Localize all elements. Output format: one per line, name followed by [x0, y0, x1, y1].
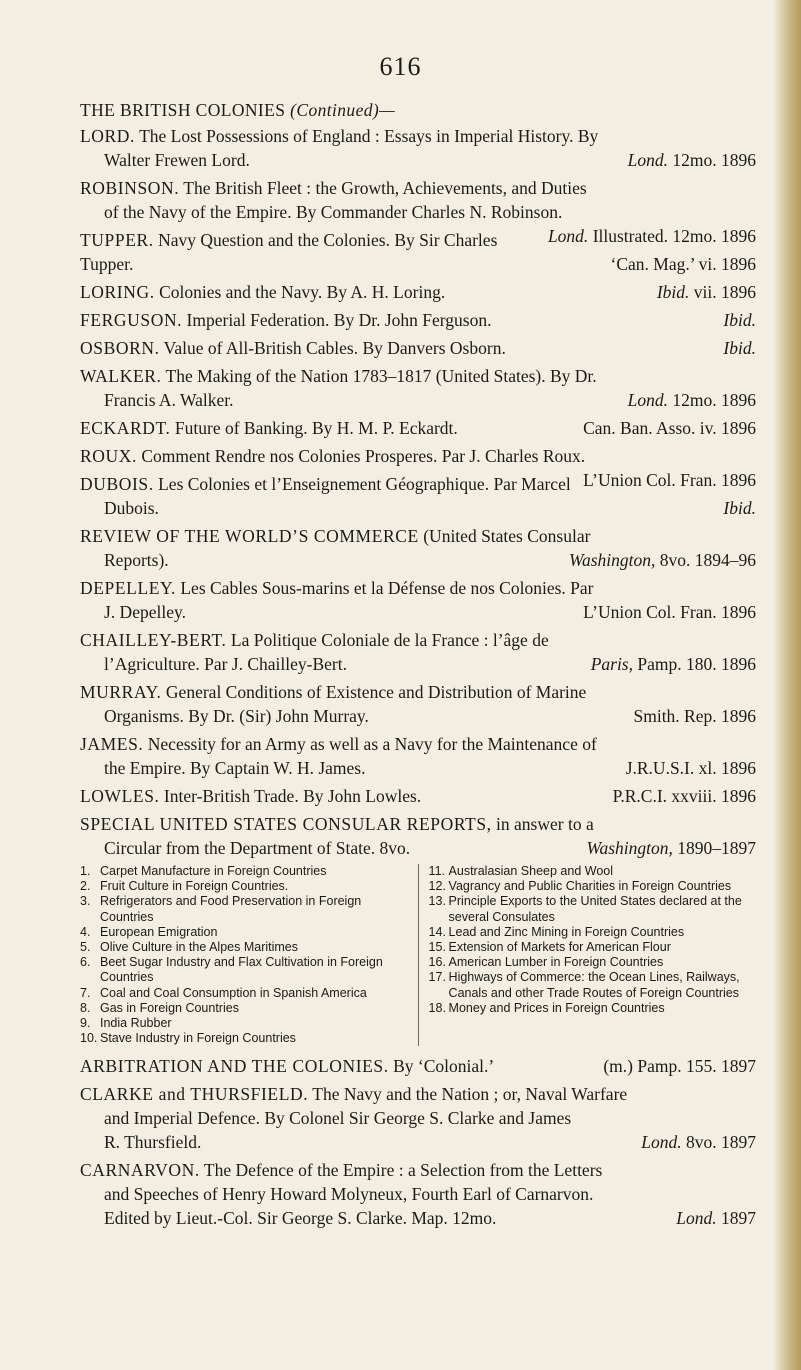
entry-line — [80, 548, 756, 572]
entry-place: Paris, — [590, 654, 633, 674]
entry-line — [80, 364, 756, 388]
entry-place: Lond. — [627, 150, 668, 170]
entry-author: CARNARVON. — [80, 1160, 200, 1181]
entry-year: 1896 — [721, 390, 756, 410]
entry-text: R. Thursfield. — [104, 1132, 202, 1153]
entry-line — [80, 1158, 756, 1182]
entry-author: REVIEW OF THE WORLD’S COMMERCE — [80, 526, 419, 546]
subject-item — [429, 970, 756, 1000]
subject-item — [429, 864, 756, 879]
entry-author: TUPPER. — [80, 230, 154, 250]
entry-line — [80, 704, 756, 728]
entry-text: J. Depelley. — [104, 602, 186, 622]
entry-imprint — [723, 496, 756, 520]
subject-title: Olive Culture in the Alpes Maritimes — [100, 940, 298, 955]
subject-item — [80, 879, 404, 894]
subject-number: 17. — [428, 970, 446, 985]
entry-author: CHAILLEY-BERT. — [80, 630, 227, 650]
consular-reports-subject-list — [80, 864, 756, 1046]
subject-item — [429, 879, 756, 894]
entry-imprint — [569, 548, 756, 572]
entry-line — [80, 496, 756, 520]
entry-author: LOWLES. — [80, 786, 160, 806]
entry-line — [80, 1082, 756, 1106]
subject-number: 3. — [80, 894, 91, 909]
entry-format: 12mo. — [672, 150, 717, 170]
entry-year: 1890–1897 — [677, 838, 756, 858]
page-number: 616 — [379, 52, 422, 81]
bibliography-entry — [80, 124, 756, 172]
entry-year: 1897 — [721, 1056, 756, 1077]
entry-place: Lond. — [547, 226, 589, 246]
entry-place: Lond. — [641, 1132, 682, 1153]
entry-place: Lond. — [627, 390, 668, 410]
subject-number: 14. — [428, 924, 446, 939]
entry-imprint — [628, 388, 756, 412]
subject-title: Vagrancy and Public Charities in Foreign Countries — [448, 879, 732, 894]
subject-title: Beet Sugar Industry and Flax Cultivation in Foreign Countries — [100, 955, 383, 985]
entry-year: 1896 — [721, 254, 756, 274]
entry-author: DUBOIS. — [80, 474, 154, 494]
entry-place: Ibid. — [723, 338, 756, 358]
entry-year: 1897 — [721, 1208, 756, 1229]
bibliography-entry — [80, 416, 756, 440]
entry-imprint — [613, 784, 756, 808]
subject-item — [429, 940, 756, 955]
entry-format: L’Union Col. Fran. — [583, 470, 717, 490]
subject-item — [80, 894, 404, 924]
subject-title: Carpet Manufacture in Foreign Countries — [100, 864, 327, 878]
subject-title: Fruit Culture in Foreign Countries. — [100, 879, 289, 894]
bibliography-entry — [80, 812, 756, 860]
entry-format: Pamp. 180. — [637, 654, 717, 674]
subject-title: Australasian Sheep and Wool — [448, 864, 614, 878]
entry-place: Lond. — [676, 1208, 717, 1229]
entry-imprint — [626, 756, 756, 780]
entry-line — [80, 1054, 756, 1078]
running-head-continued: (Continued)— — [290, 100, 396, 120]
entry-year: 1896 — [721, 470, 756, 490]
bibliography-entry — [80, 336, 756, 360]
entry-author: SPECIAL UNITED STATES CONSULAR REPORTS, — [80, 814, 492, 834]
subject-number: 13. — [428, 894, 446, 909]
subject-title: American Lumber in Foreign Countries — [448, 955, 664, 970]
entry-format: L’Union Col. Fran. — [583, 602, 717, 622]
entry-author: CLARKE and THURSFIELD. — [80, 1084, 309, 1105]
subject-item — [80, 864, 404, 879]
subject-title: Highways of Commerce: the Ocean Lines, Railways, Canals and other Trade Routes of Foreign Countries — [448, 970, 740, 1000]
entry-format: Can. Ban. Asso. iv. — [583, 418, 717, 438]
entry-author: MURRAY. — [80, 682, 162, 702]
entry-line — [80, 524, 756, 548]
entry-year: 1896 — [721, 226, 756, 246]
entry-line — [80, 600, 756, 624]
entry-imprint — [611, 252, 757, 276]
bibliography-entries-bottom — [80, 1054, 756, 1230]
subject-number: 12. — [428, 879, 446, 894]
subject-item — [429, 1001, 756, 1016]
subject-title: Gas in Foreign Countries — [100, 1000, 239, 1015]
subject-number: 1. — [80, 864, 91, 878]
bibliography-entries-top — [80, 124, 756, 860]
subject-title: Principle Exports to the United States declared at the several Consulates — [448, 894, 742, 924]
bibliography-entry — [80, 280, 756, 304]
entry-text: The Navy and the Nation ; or, Naval Warfare — [312, 1084, 628, 1105]
entry-text: the Empire. By Captain W. H. James. — [104, 758, 366, 778]
entry-line — [80, 812, 756, 836]
subject-number: 7. — [80, 985, 91, 1000]
entry-imprint — [723, 336, 756, 360]
entry-text: The British Fleet : the Growth, Achievements, and Duties — [183, 178, 587, 198]
entry-line — [80, 680, 756, 704]
entry-author: DEPELLEY. — [80, 578, 176, 598]
entry-author: LORD. — [80, 126, 136, 146]
entry-text: and Imperial Defence. By Colonel Sir George S. Clarke and James — [104, 1108, 572, 1129]
entry-author: OSBORN. — [80, 338, 160, 358]
subject-item — [80, 1016, 404, 1031]
entry-format: ‘Can. Mag.’ vi. — [610, 254, 717, 274]
entry-text: of the Navy of the Empire. By Commander Charles N. Robinson. — [104, 202, 563, 222]
page-edge-shadow — [773, 0, 801, 1370]
running-head-title: THE BRITISH COLONIES — [80, 100, 286, 120]
entry-text: Dubois. — [104, 498, 159, 518]
entry-line — [80, 784, 756, 808]
entry-format: J.R.U.S.I. xl. — [625, 758, 717, 778]
subject-number: 2. — [80, 879, 91, 894]
entry-author: ROBINSON. — [80, 178, 180, 198]
subject-title: Coal and Coal Consumption in Spanish America — [100, 985, 367, 1000]
bibliography-entry — [80, 1054, 756, 1078]
subject-item — [80, 940, 404, 955]
subject-item — [80, 986, 404, 1001]
subject-number: 9. — [80, 1016, 91, 1031]
entry-text: Circular from the Department of State. 8vo. — [104, 838, 411, 858]
bibliography-entry — [80, 1082, 756, 1154]
subject-title: Extension of Markets for American Flour — [448, 940, 671, 955]
bibliography-entry — [80, 680, 756, 728]
entry-author: LORING. — [80, 282, 155, 302]
entry-format: Smith. Rep. — [633, 706, 717, 726]
subject-item — [80, 1001, 404, 1016]
entry-text: Walter Frewen Lord. — [104, 150, 250, 170]
entry-year: 1896 — [721, 602, 756, 622]
entry-place: Ibid. — [723, 310, 756, 330]
bibliography-entry — [80, 628, 756, 676]
entry-place: Washington, — [586, 838, 673, 858]
entry-author: ECKARDT. — [80, 418, 171, 438]
entry-format: P.R.C.I. xxviii. — [612, 786, 717, 806]
entry-text: l’Agriculture. Par J. Chailley-Bert. — [104, 654, 347, 674]
entry-text: The Lost Possessions of England : Essays in Imperial History. By — [139, 126, 599, 146]
subject-title: Money and Prices in Foreign Countries — [448, 1000, 665, 1015]
subject-number: 16. — [428, 955, 446, 970]
entry-place: Ibid. — [723, 498, 756, 518]
subject-number: 10. — [80, 1031, 98, 1046]
running-head — [80, 100, 756, 121]
subject-title: India Rubber — [100, 1016, 172, 1031]
subject-number: 15. — [428, 940, 446, 955]
entry-place: Ibid. — [656, 282, 690, 302]
entry-author: FERGUSON. — [80, 310, 183, 330]
entry-imprint — [548, 224, 756, 248]
entry-imprint — [723, 308, 756, 332]
entry-text: in answer to a — [496, 814, 594, 834]
entry-imprint — [657, 280, 756, 304]
entry-text: Colonies and the Navy. By A. H. Loring. — [159, 282, 446, 302]
entry-text: Edited by Lieut.-Col. Sir George S. Clarke. Map. 12mo. — [104, 1208, 497, 1229]
entry-year: 1896 — [721, 706, 756, 726]
entry-year: 1894–96 — [694, 550, 756, 570]
subject-number: 6. — [80, 955, 91, 970]
entry-text: La Politique Coloniale de la France : l’âge de — [230, 630, 549, 650]
bibliography-entry — [80, 1158, 756, 1230]
bibliography-entry — [80, 784, 756, 808]
subject-column-left — [80, 864, 404, 1046]
entry-format: Illustrated. 12mo. — [592, 226, 717, 246]
entry-text: Organisms. By Dr. (Sir) John Murray. — [104, 706, 369, 726]
entry-line — [80, 1206, 756, 1230]
entry-line — [80, 756, 756, 780]
subject-title: European Emigration — [100, 924, 218, 939]
subject-number: 11. — [428, 864, 445, 878]
entry-year: 1896 — [721, 150, 756, 170]
subject-item — [80, 1031, 404, 1046]
entry-text: By ‘Colonial.’ — [393, 1056, 495, 1077]
entry-text: Navy Question and the Colonies. By Sir Charles Tupper. — [80, 230, 498, 274]
entry-line — [80, 124, 756, 148]
bibliography-entry — [80, 364, 756, 412]
entry-text: The Defence of the Empire : a Selection from the Letters — [203, 1160, 603, 1181]
entry-text: (United States Consular — [423, 526, 591, 546]
entry-year: 1896 — [721, 786, 756, 806]
subject-item — [429, 955, 756, 970]
entry-place: Washington, — [568, 550, 656, 570]
entry-format: (m.) Pamp. 155. — [603, 1056, 717, 1077]
entry-imprint — [603, 1054, 756, 1078]
entry-line — [80, 1182, 756, 1206]
subject-item — [80, 955, 404, 985]
entry-text: Comment Rendre nos Colonies Prosperes. Par J. Charles Roux. — [141, 446, 586, 466]
entry-text: Future of Banking. By H. M. P. Eckardt. — [174, 418, 458, 438]
entry-text: The Making of the Nation 1783–1817 (United States). By Dr. — [165, 366, 597, 386]
bibliography-entry — [80, 576, 756, 624]
entry-line — [80, 1130, 756, 1154]
entry-line — [80, 576, 756, 600]
entry-line — [80, 388, 756, 412]
entry-year: 1896 — [721, 418, 756, 438]
entry-line — [80, 652, 756, 676]
bibliography-entry — [80, 308, 756, 332]
entry-format: vii. — [693, 282, 717, 302]
entry-text: Les Cables Sous-marins et la Défense de nos Colonies. Par — [180, 578, 594, 598]
entry-imprint — [591, 652, 756, 676]
entry-imprint — [633, 704, 756, 728]
entry-text: Value of All-British Cables. By Danvers Osborn. — [163, 338, 506, 358]
subject-title: Stave Industry in Foreign Countries — [100, 1031, 296, 1046]
entry-author: WALKER. — [80, 366, 162, 386]
entry-line — [80, 416, 756, 440]
entry-line — [80, 176, 756, 200]
page-content — [80, 100, 756, 1234]
entry-year: 1896 — [721, 282, 756, 302]
entry-line — [80, 336, 756, 360]
subject-item — [429, 894, 756, 924]
entry-imprint — [586, 836, 756, 860]
entry-text: Necessity for an Army as well as a Navy for the Maintenance of — [147, 734, 597, 754]
entry-imprint — [583, 468, 756, 492]
subject-number: 8. — [80, 1000, 91, 1015]
subject-title: Lead and Zinc Mining in Foreign Countries — [448, 924, 685, 939]
bibliography-entry — [80, 732, 756, 780]
entry-format: 12mo. — [672, 390, 717, 410]
entry-year: 1897 — [721, 1132, 756, 1153]
entry-imprint — [583, 416, 756, 440]
subject-number: 4. — [80, 924, 91, 939]
entry-format: 8vo. — [659, 550, 691, 570]
entry-line — [80, 836, 756, 860]
entry-text: Les Colonies et l’Enseignement Géographique. Par Marcel — [158, 474, 571, 494]
entry-line — [80, 628, 756, 652]
entry-author: JAMES. — [80, 734, 144, 754]
subject-number: 5. — [80, 940, 91, 955]
entry-line — [80, 280, 756, 304]
subject-item — [80, 925, 404, 940]
subject-number: 18. — [428, 1000, 446, 1015]
entry-format: 8vo. — [686, 1132, 717, 1153]
entry-text: Imperial Federation. By Dr. John Ferguson. — [186, 310, 492, 330]
entry-line — [80, 308, 756, 332]
entry-text: Reports). — [104, 550, 169, 570]
entry-text: and Speeches of Henry Howard Molyneux, Fourth Earl of Carnarvon. — [104, 1184, 594, 1205]
entry-year: 1896 — [721, 654, 756, 674]
subject-item — [429, 925, 756, 940]
entry-imprint — [676, 1206, 756, 1230]
entry-author: ARBITRATION AND THE COLONIES. — [80, 1056, 389, 1077]
entry-text: General Conditions of Existence and Distribution of Marine — [165, 682, 587, 702]
subject-column-right — [418, 864, 756, 1046]
subject-title: Refrigerators and Food Preservation in Foreign Countries — [100, 894, 362, 924]
bibliography-entry — [80, 524, 756, 572]
entry-line — [80, 1106, 756, 1130]
entry-line — [80, 148, 756, 172]
entry-line — [80, 732, 756, 756]
entry-text: Inter-British Trade. By John Lowles. — [163, 786, 422, 806]
entry-text: Francis A. Walker. — [104, 390, 234, 410]
entry-imprint — [641, 1130, 756, 1154]
entry-year: 1896 — [721, 758, 756, 778]
entry-imprint — [628, 148, 756, 172]
entry-author: ROUX. — [80, 446, 137, 466]
entry-imprint — [583, 600, 756, 624]
